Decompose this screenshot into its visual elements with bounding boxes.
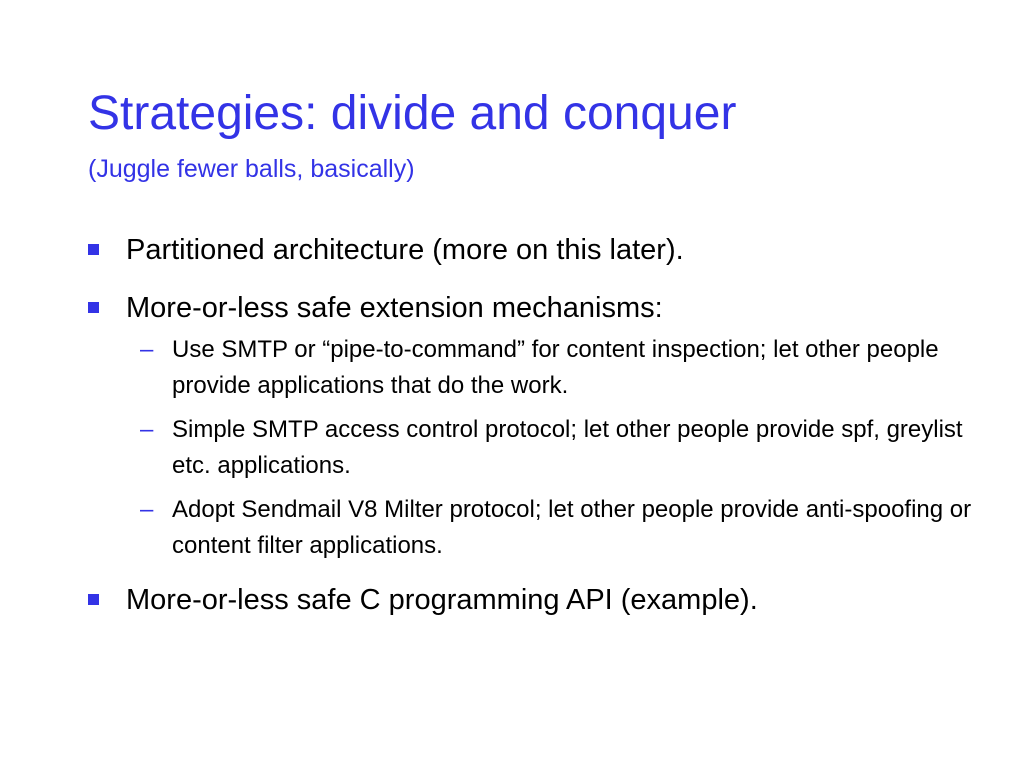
square-bullet-icon bbox=[88, 244, 99, 255]
sub-bullet-item bbox=[126, 492, 988, 564]
bullet-item bbox=[88, 578, 988, 622]
dash-marker: – bbox=[140, 336, 154, 363]
dash-marker: – bbox=[140, 496, 154, 523]
square-bullet-icon bbox=[88, 594, 99, 605]
dash-marker: – bbox=[140, 416, 154, 443]
sub-bullet-item bbox=[126, 332, 988, 404]
sub-bullet-item bbox=[126, 412, 988, 484]
sub-bullet-text: Simple SMTP access control protocol; let other people provide spf, greylist etc. applications. bbox=[172, 416, 963, 479]
slide-subtitle: (Juggle fewer balls, basically) bbox=[88, 155, 415, 183]
bullet-text: More-or-less safe C programming API (example). bbox=[126, 584, 758, 616]
slide-title: Strategies: divide and conquer bbox=[88, 87, 737, 140]
sub-bullet-text: Use SMTP or “pipe-to-command” for content inspection; let other people provide applications that do the work. bbox=[172, 336, 939, 399]
bullet-item bbox=[88, 286, 988, 564]
sub-bullet-text: Adopt Sendmail V8 Milter protocol; let other people provide anti-spoofing or content filter applications. bbox=[172, 496, 972, 559]
bullet-item bbox=[88, 228, 988, 272]
bullet-text: More-or-less safe extension mechanisms: bbox=[126, 292, 663, 324]
bullet-text: Partitioned architecture (more on this later). bbox=[126, 234, 684, 266]
square-bullet-icon bbox=[88, 302, 99, 313]
bullet-list bbox=[88, 228, 988, 636]
sub-bullet-list bbox=[126, 332, 988, 564]
